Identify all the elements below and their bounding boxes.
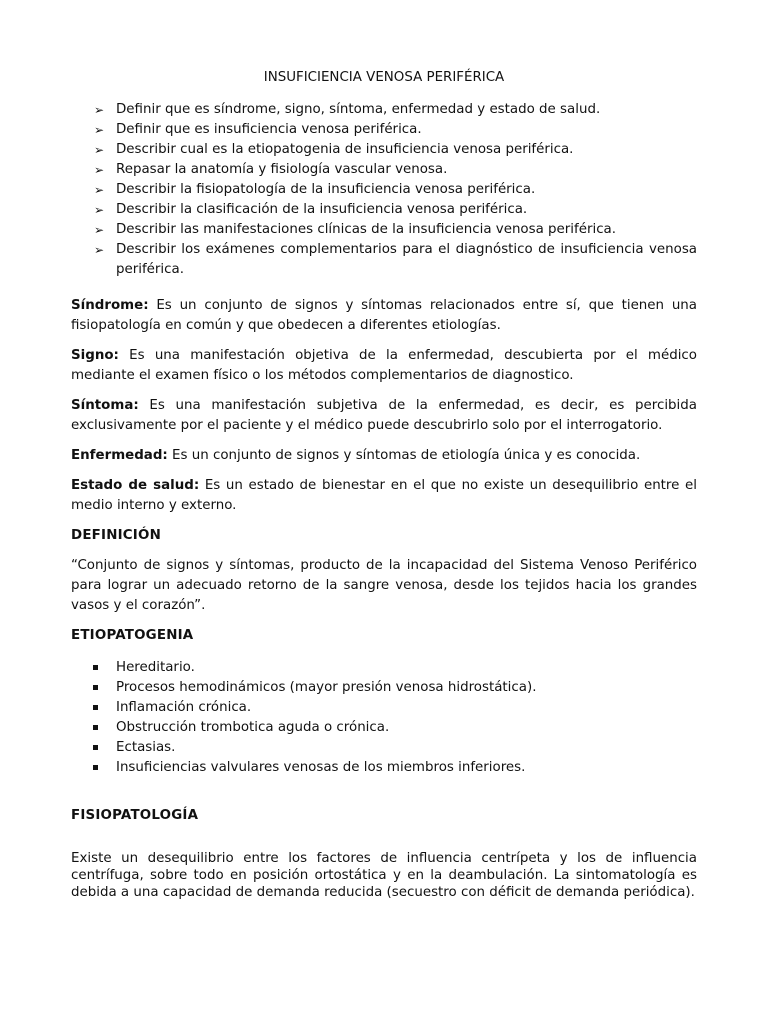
arrowhead-bullet-icon: ➢	[94, 243, 105, 257]
objectives-list	[71, 100, 697, 280]
objective-item: ➢ Repasar la anatomía y fisiología vascular venosa.	[116, 160, 697, 180]
arrowhead-bullet-icon: ➢	[94, 143, 105, 157]
section-heading-etiopatogenia: ETIOPATOGENIA	[71, 628, 194, 643]
list-item: Inflamación crónica.	[116, 698, 697, 718]
square-bullet-icon	[93, 705, 98, 710]
section-heading-definicion: DEFINICIÓN	[71, 528, 161, 543]
arrowhead-bullet-icon: ➢	[94, 183, 105, 197]
definition-signo: Signo: Es una manifestación objetiva de la enfermedad, descubierta por el médico mediante el examen físico o los métodos complementarios de diagnostico.	[71, 348, 697, 383]
spacer	[71, 836, 697, 850]
etiopatogenia-list	[71, 658, 697, 778]
objective-item: ➢ Definir que es insuficiencia venosa periférica.	[116, 120, 697, 140]
document-title: INSUFICIENCIA VENOSA PERIFÉRICA	[263, 70, 505, 85]
objective-item: ➢ Definir que es síndrome, signo, síntoma, enfermedad y estado de salud.	[116, 100, 697, 120]
square-bullet-icon	[93, 765, 98, 770]
definicion-text: “Conjunto de signos y síntomas, producto de la incapacidad del Sistema Venoso Periférico para lograr un adecuado retorno de la sangre venosa, desde los tejidos hacia los grandes vasos y el corazón”.	[71, 558, 697, 613]
definition-enfermedad: Enfermedad: Es un conjunto de signos y síntomas de etiología única y es conocida.	[71, 448, 641, 463]
square-bullet-icon	[93, 665, 98, 670]
list-item: Insuficiencias valvulares venosas de los miembros inferiores.	[116, 758, 697, 778]
arrowhead-bullet-icon: ➢	[94, 123, 105, 137]
list-item: Ectasias.	[116, 738, 697, 758]
objective-item: ➢ Describir las manifestaciones clínicas de la insuficiencia venosa periférica.	[116, 220, 697, 240]
list-item: Procesos hemodinámicos (mayor presión venosa hidrostática).	[116, 678, 697, 698]
document-page	[71, 68, 697, 901]
definition-estado-de-salud: Estado de salud: Es un estado de bienestar en el que no existe un desequilibrio entre el medio interno y externo.	[71, 478, 697, 513]
arrowhead-bullet-icon: ➢	[94, 203, 105, 217]
square-bullet-icon	[93, 725, 98, 730]
definition-sintoma: Síntoma: Es una manifestación subjetiva de la enfermedad, es decir, es percibida exclusivamente por el paciente y el médico puede descubrirlo solo por el interrogatorio.	[71, 398, 697, 433]
square-bullet-icon	[93, 685, 98, 690]
list-item: Obstrucción trombotica aguda o crónica.	[116, 718, 697, 738]
section-heading-fisiopatologia: FISIOPATOLOGÍA	[71, 808, 199, 823]
arrowhead-bullet-icon: ➢	[94, 163, 105, 177]
objective-item: ➢ Describir los exámenes complementarios para el diagnóstico de insuficiencia venosa periférica.	[94, 242, 697, 277]
objective-item: ➢ Describir cual es la etiopatogenia de insuficiencia venosa periférica.	[116, 140, 697, 160]
list-item: Hereditario.	[116, 658, 697, 678]
arrowhead-bullet-icon: ➢	[94, 103, 105, 117]
definition-sindrome: Síndrome: Es un conjunto de signos y síntomas relacionados entre sí, que tienen una fisiopatología en común y que obedecen a diferentes etiologías.	[71, 298, 697, 333]
arrowhead-bullet-icon: ➢	[94, 223, 105, 237]
square-bullet-icon	[93, 745, 98, 750]
fisiopatologia-text: Existe un desequilibrio entre los factores de influencia centrípeta y los de influencia centrífuga, sobre todo en posición ortostática y en la deambulación. La sintomatología es debida a una capacidad de demanda reducida (secuestro con déficit de demanda periódica).	[71, 851, 697, 900]
objective-item: ➢ Describir la fisiopatología de la insuficiencia venosa periférica.	[116, 180, 697, 200]
objective-item: ➢ Describir la clasificación de la insuficiencia venosa periférica.	[116, 200, 697, 220]
